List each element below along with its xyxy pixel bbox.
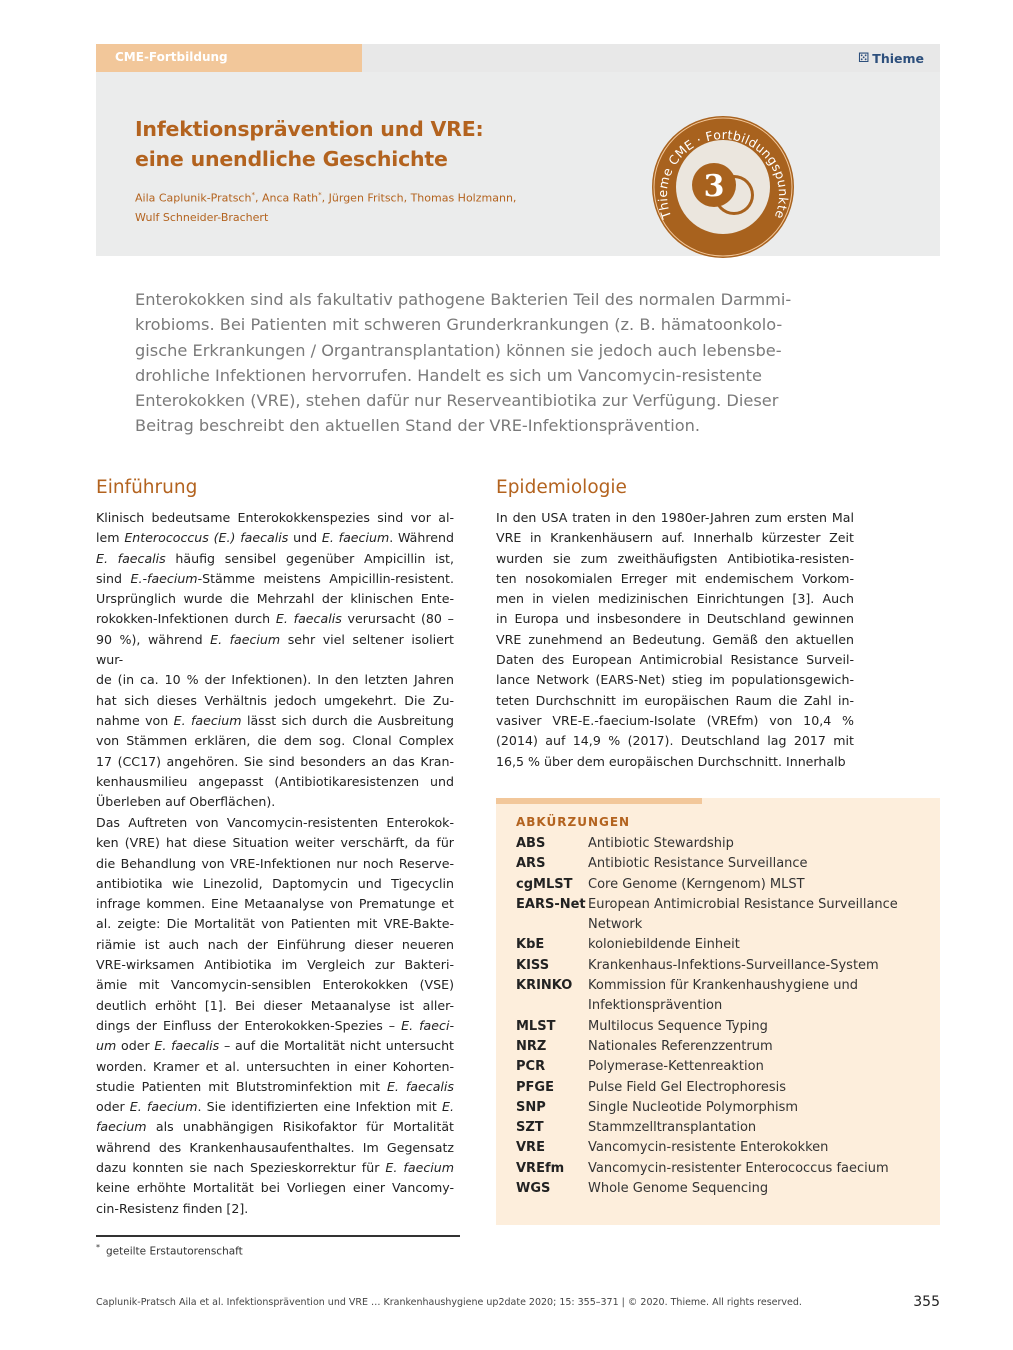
badge-ring-text: Thieme CME · Fortbildungspunkte [654,126,792,221]
text-line: ken (VRE) hat diese Situation weiter verschärft, da für [96,835,454,851]
text-line: rokokken-Infektionen durch E. faecalis verursacht (80 – [96,611,454,627]
article-title [135,114,605,174]
text-line: In den USA traten in den 1980er-Jahren zum ersten Mal [496,510,854,525]
text-line: men in vielen medizinischen Einrichtungen [3]. Auch [496,591,854,607]
text-line: faecium als unabhängigen Risikofaktor für Mortalität [96,1119,454,1135]
shared-first-author-mark: * [318,191,322,199]
section-heading-epidemiologie: Epidemiologie [496,477,627,498]
abbreviation-row [516,956,916,976]
abbreviation-definition: Vancomycin-resistente Enterokokken [588,1140,829,1156]
abbreviation-row [516,854,916,874]
abbreviation-key: KISS [516,957,550,973]
abbreviation-key: MLST [516,1018,556,1034]
text-line: in Europa und insbesondere in Deutschland gewinnen [496,611,854,627]
abbreviation-key: EARS-Net [516,896,586,912]
abbreviation-definition: Core Genome (Kerngenom) MLST [588,876,805,892]
abstract-line: Beitrag beschreibt den aktuellen Stand der VRE-Infektionsprävention. [135,416,701,436]
text-line: dazu konnten sie nach Spezieskorrektur für E. faecium [96,1160,454,1176]
author-list [135,186,555,227]
abbreviation-row [516,1098,916,1118]
text-line: die Behandlung von VRE-Infektionen nur noch Reserve- [96,855,454,871]
text-line: de (in ca. 10 % der Infektionen). In den letzten Jahren [96,672,454,688]
publisher-name: Thieme [872,51,924,66]
page-number: 355 [913,1294,940,1310]
abbreviation-row [516,1118,916,1138]
abbreviation-row [516,1037,916,1057]
text-line: 16,5 % über dem europäischen Durchschnitt. Innerhalb [496,753,846,769]
abbreviation-key [516,996,588,1016]
author-6: Wulf Schneider-Brachert [135,210,269,224]
abbreviation-definition: Whole Genome Sequencing [588,1181,769,1197]
text-line: Ursprünglich wurde die Mehrzahl der klinischen Ente- [96,591,454,607]
text-line: cin-Resistenz finden [2]. [96,1200,249,1216]
text-line: keine erhöhte Mortalität bei Vorliegen einer Vancomy- [96,1180,454,1196]
footnote [96,1243,243,1258]
abbreviation-row [516,976,916,996]
abbreviation-key: cgMLST [516,876,573,892]
abstract-line: Enterokokken (VRE), stehen dafür nur Reserveantibiotika zur Verfügung. Dieser [135,391,779,411]
text-line: kenhausmilieu angepasst (Antibiotikaresistenzen und [96,773,454,789]
text-line: VRE in Krankenhäusern auf. Innerhalb kürzester Zeit [496,530,854,546]
title-line-2: eine unendliche Geschichte [135,147,448,171]
text-line: während des Krankenhausaufenthaltes. Im Gegensatz [96,1139,454,1155]
citation-footer: Caplunik-Pratsch Aila et al. Infektionsprävention und VRE … Krankenhaushygiene up2date 2020; 15: 355–371 | © 2020. Thieme. All rights reserved. [96,1297,802,1308]
abbreviation-row [516,1179,916,1199]
abbreviation-row [516,935,916,955]
text-line: deutlich erhöht [1]. Bei dieser Metaanalyse ist aller- [96,997,454,1013]
text-line: lance Network (EARS-Net) stieg im populationsgewich- [496,672,854,688]
text-line: riämie ist auch nach der Einführung dieser neueren [96,936,454,952]
abbreviation-row [516,1017,916,1037]
text-line: nahme von E. faecium lässt sich durch die Ausbreitung [96,712,454,728]
text-line: VRE zunehmend an Bedeutung. Gemäß den aktuellen [496,631,854,647]
abbreviation-row [516,1057,916,1077]
text-line: wurden sie zum zweithäufigsten Antibiotika-resisten- [496,550,854,566]
abbreviation-definition: koloniebildende Einheit [588,937,740,953]
abbreviation-key: PFGE [516,1079,554,1095]
abbreviation-definition: Nationales Referenzzentrum [588,1038,773,1054]
abbreviation-definition: Polymerase-Kettenreaktion [588,1059,764,1075]
footnote-rule [96,1235,460,1237]
paragraph-einfuehrung-2 [96,813,454,1219]
abbreviation-key: SNP [516,1099,546,1115]
text-line: sind E.-faecium-Stämme meistens Ampicillin-resistent. [96,570,454,586]
abbreviation-row [516,875,916,895]
abbreviation-key [516,915,588,935]
abbreviation-row [516,1159,916,1179]
text-line: al. zeigte: Die Mortalität von Patienten mit VRE-Bakte- [96,916,454,932]
text-line: (2014) auf 14,9 % (2017). Deutschland lag 2017 mit [496,733,854,749]
text-line: ämie mit Vancomycin-sensiblen Enterokokken (VSE) [96,977,454,993]
text-line: worden. Kramer et al. untersuchten in einer Kohorten- [96,1058,454,1074]
abbreviation-definition: Multilocus Sequence Typing [588,1018,768,1034]
text-line: Überleben auf Oberflächen). [96,794,276,810]
shared-first-author-mark: * [251,191,255,199]
abbreviation-row [516,895,916,915]
abbreviation-row [516,996,916,1016]
abbreviation-definition: Infektionsprävention [588,998,723,1014]
text-line: antibiotika wie Linezolid, Daptomycin und Tigecyclin [96,875,454,891]
abbreviations-list [516,834,916,1199]
author-3-5: , Jürgen Fritsch, Thomas Holzmann, [321,191,517,205]
text-line: Daten des European Antimicrobial Resistance Surveil- [496,652,854,668]
abbreviations-title: ABKÜRZUNGEN [516,815,631,829]
text-line: lem Enterococcus (E.) faecalis und E. faecium. Während [96,530,454,546]
abstract-line: Enterokokken sind als fakultativ pathogene Bakterien Teil des normalen Darmmi- [135,290,792,309]
cme-points-badge [651,115,795,259]
abstract-line: drohliche Infektionen hervorrufen. Handelt es sich um Vancomycin-resistente [135,365,762,385]
abstract-line: krobioms. Bei Patienten mit schweren Grunderkrankungen (z. B. hämatoonkolo- [135,315,783,335]
text-line: von Stämmen erklären, die dem sog. Clonal Complex [96,733,454,749]
paragraph-epidemiologie-1 [496,508,854,772]
publisher-logo [858,51,924,66]
abbreviation-definition: Stammzelltransplantation [588,1120,757,1136]
abbreviation-key: ARS [516,856,546,872]
text-line: studie Patienten mit Blutstrominfektion mit E. faecalis [96,1078,454,1094]
badge-number: 3 [703,169,725,204]
footnote-mark: * [96,1243,100,1252]
abstract [135,287,825,439]
abstract-line: gische Erkrankungen / Organtransplantation) können sie jedoch auch lebensbe- [135,340,782,360]
abbreviation-key: VREfm [516,1160,565,1176]
abbreviation-key: KbE [516,937,545,953]
author-2: , Anca Rath [254,191,319,205]
text-line: infrage kommen. Eine Metaanalyse von Prematunge et [96,896,454,912]
abbreviation-definition: European Antimicrobial Resistance Surveillance [588,896,898,912]
footnote-text: geteilte Erstautorenschaft [106,1245,243,1258]
abbreviation-key: VRE [516,1140,545,1156]
abbreviation-key: PCR [516,1059,546,1075]
abbreviation-key: ABS [516,836,546,851]
abbreviation-definition: Vancomycin-resistenter Enterococcus faecium [588,1160,889,1176]
text-line: 17 (CC17) angehören. Sie sind besonders an das Kran- [96,753,454,769]
title-line-1: Infektionsprävention und VRE: [135,117,484,141]
abbreviation-definition: Krankenhaus-Infektions-Surveillance-System [588,957,879,973]
abbreviation-key: SZT [516,1120,544,1136]
abbreviation-key: NRZ [516,1038,547,1054]
abbreviation-definition: Network [588,917,643,933]
abbreviation-row [516,1078,916,1098]
abbreviation-row [516,915,916,935]
abbreviations-box-accent [496,798,702,804]
text-line: oder E. faecium. Sie identifizierten eine Infektion mit E. [96,1099,454,1115]
text-line: hat sich dieses Verhältnis jedoch umgekehrt. Die Zu- [96,692,454,708]
abbreviation-row [516,1138,916,1158]
text-line: VRE-wirksamen Antibiotika im Vergleich zur Bakteri- [96,957,454,973]
abbreviation-row [516,834,916,854]
section-tag: CME-Fortbildung [96,44,362,72]
text-line: 90 %), während E. faecium sehr viel seltener isoliert wur- [96,631,454,668]
thieme-logo-icon: ⚄ [857,51,870,66]
text-line: teten Durchschnitt im europäischen Raum die Zahl in- [496,692,854,708]
text-line: ten nosokomialen Erreger mit endemischem Vorkom- [496,570,854,586]
text-line: Klinisch bedeutsame Enterokokkenspezies sind vor al- [96,510,454,525]
abbreviation-definition: Kommission für Krankenhaushygiene und [588,978,859,994]
abbreviation-definition: Single Nucleotide Polymorphism [588,1099,798,1115]
abbreviation-definition: Antibiotic Resistance Surveillance [588,856,808,872]
text-line: Das Auftreten von Vancomycin-resistenten Enterokok- [96,815,454,830]
abbreviation-key: WGS [516,1181,551,1197]
author-1: Aila Caplunik-Pratsch [135,191,252,205]
paragraph-einfuehrung-1 [96,508,454,812]
text-line: dings der Einfluss der Enterokokken-Spezies – E. faeci- [96,1017,454,1033]
text-line: vasiver VRE-E.-faecium-Isolate (VREfm) von 10,4 % [496,712,854,728]
abbreviation-definition: Antibiotic Stewardship [588,836,734,851]
text-line: um oder E. faecalis – auf die Mortalität nicht untersucht [96,1038,454,1054]
section-heading-einfuehrung: Einführung [96,477,198,498]
abbreviation-key: KRINKO [516,978,573,994]
abbreviation-definition: Pulse Field Gel Electrophoresis [588,1079,787,1095]
text-line: E. faecalis häufig sensibel gegenüber Ampicillin ist, [96,550,454,566]
